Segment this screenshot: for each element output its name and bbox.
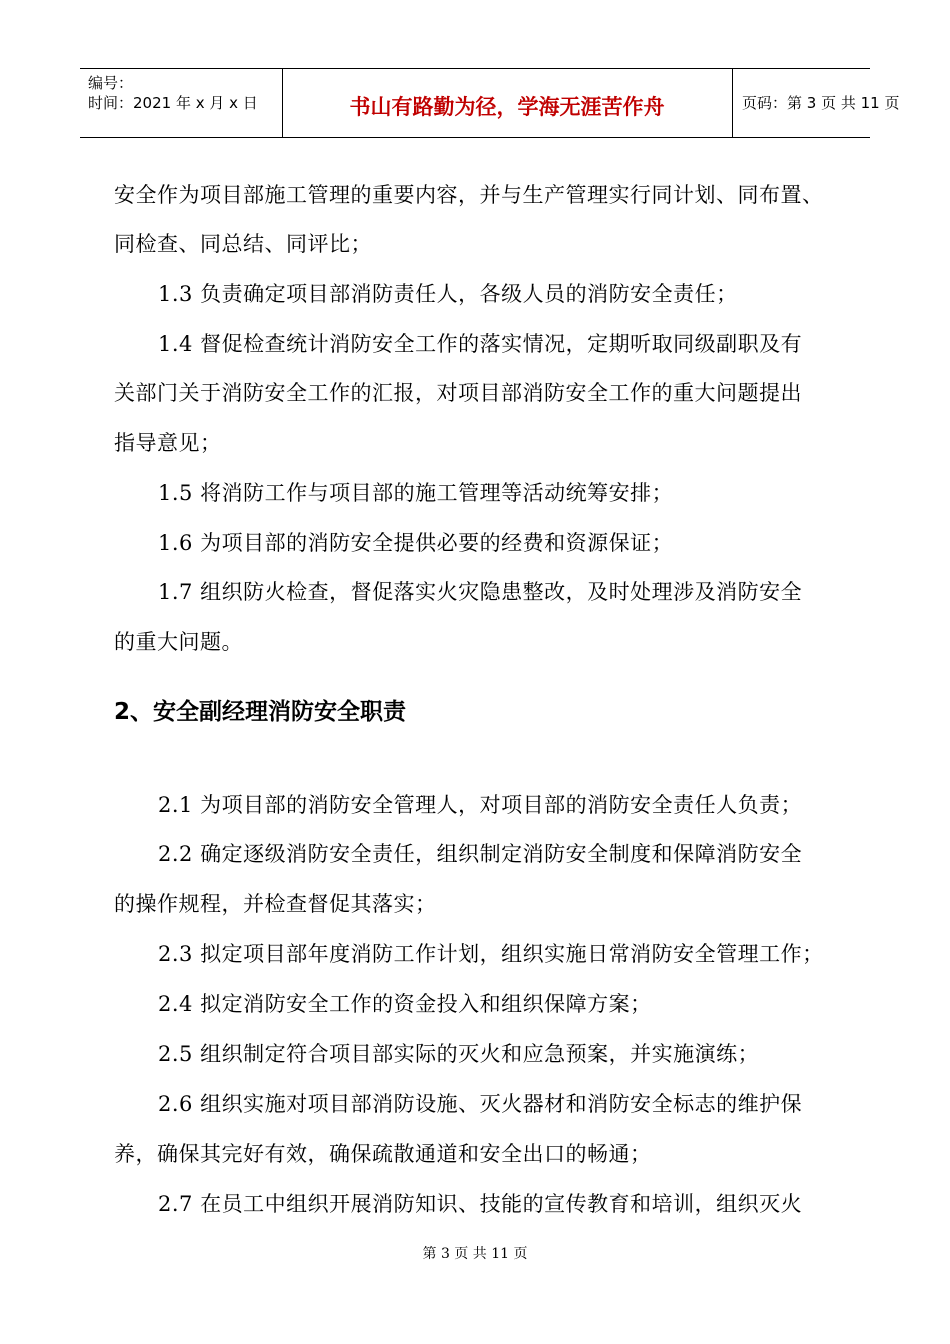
paragraph-line: 2.1 为项目部的消防安全管理人，对项目部的消防安全责任人负责； (158, 793, 803, 817)
header-motto-cell (282, 69, 733, 137)
page-header (80, 68, 900, 138)
paragraph-line: 的操作规程，并检查督促其落实； (114, 892, 437, 916)
header-motto: 书山有路勤为径，学海无涯苦作舟 (349, 95, 665, 119)
paragraph-line: 的重大问题。 (114, 630, 243, 654)
paragraph-line: 2.2 确定逐级消防安全责任，组织制定消防安全制度和保障消防安全 (158, 842, 803, 866)
paragraph-line: 2.4 拟定消防安全工作的资金投入和组织保障方案； (158, 992, 652, 1016)
paragraph-line: 1.5 将消防工作与项目部的施工管理等活动统筹安排； (158, 481, 674, 505)
document-date-label: 时间：2021 年 x 月 x 日 (88, 94, 258, 112)
paragraph-line: 关部门关于消防安全工作的汇报，对项目部消防安全工作的重大问题提出 (114, 381, 802, 405)
page-footer: 第 3 页 共 11 页 (422, 1246, 528, 1262)
paragraph-line: 2.5 组织制定符合项目部实际的灭火和应急预案，并实施演练； (158, 1042, 760, 1066)
paragraph-line: 指导意见； (114, 431, 222, 455)
paragraph-line: 1.4 督促检查统计消防安全工作的落实情况，定期听取同级副职及有 (158, 332, 803, 356)
header-page-info: 页码：第 3 页 共 11 页 (742, 94, 900, 112)
paragraph-line: 1.7 组织防火检查，督促落实火灾隐患整改，及时处理涉及消防安全 (158, 580, 803, 604)
paragraph-line: 安全作为项目部施工管理的重要内容，并与生产管理实行同计划、同布置、 (114, 183, 824, 207)
paragraph-line: 1.6 为项目部的消防安全提供必要的经费和资源保证； (158, 531, 674, 555)
paragraph-line: 同检查、同总结、同评比； (114, 232, 372, 256)
paragraph-line: 2.6 组织实施对项目部消防设施、灭火器材和消防安全标志的维护保 (158, 1092, 803, 1116)
section-heading: 2、安全副经理消防安全职责 (114, 699, 407, 725)
paragraph-line: 1.3 负责确定项目部消防责任人，各级人员的消防安全责任； (158, 282, 738, 306)
paragraph-line: 2.3 拟定项目部年度消防工作计划，组织实施日常消防安全管理工作； (158, 942, 824, 966)
paragraph-line: 养，确保其完好有效，确保疏散通道和安全出口的畅通； (114, 1142, 652, 1166)
header-left-cell (80, 69, 283, 137)
paragraph-line: 2.7 在员工中组织开展消防知识、技能的宣传教育和培训，组织灭火 (158, 1192, 803, 1216)
document-number-label: 编号： (88, 74, 134, 92)
header-page-cell (732, 69, 900, 137)
